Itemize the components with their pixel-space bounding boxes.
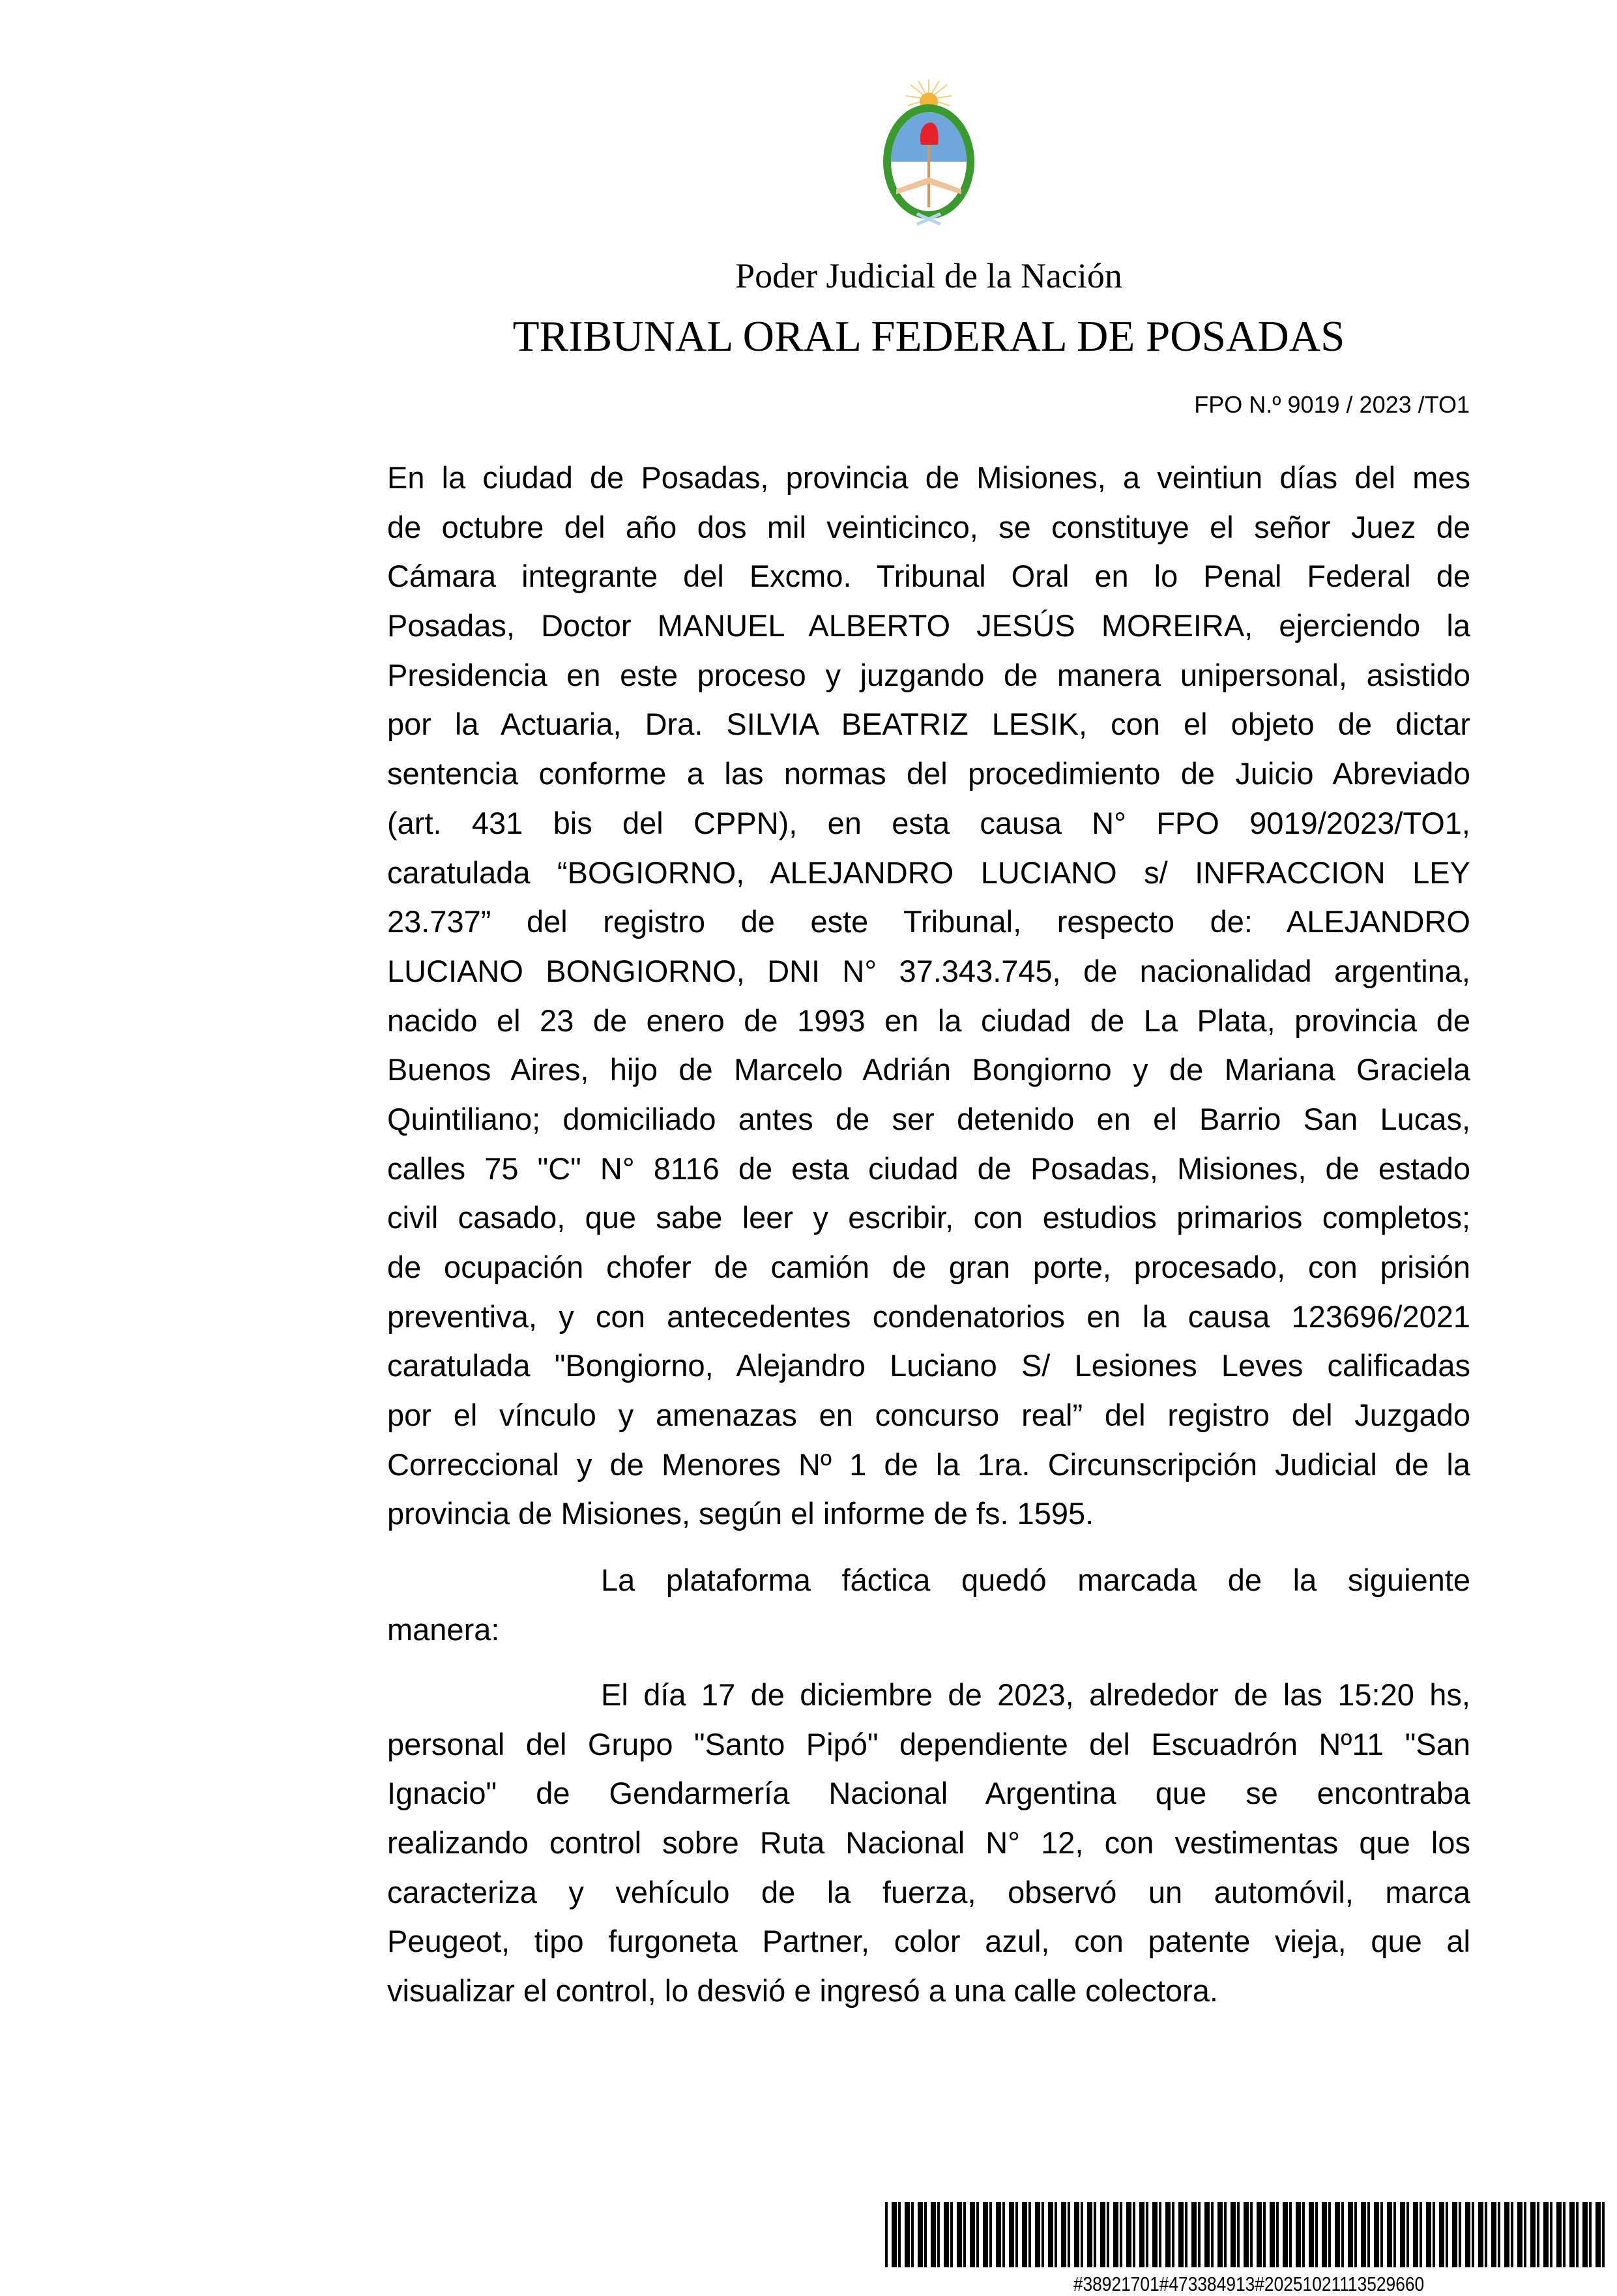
- text-line: civil casado, que sabe leer y escribir, con estudios primarios completos;: [387, 1200, 1470, 1235]
- barcode-bar: [1465, 2202, 1470, 2267]
- barcode-bar: [1283, 2202, 1288, 2267]
- case-reference: FPO N.º 9019 / 2023 /TO1: [1194, 391, 1470, 418]
- barcode-bar: [1048, 2202, 1053, 2267]
- barcode-bar: [1582, 2202, 1588, 2267]
- barcode-bar: [1335, 2202, 1340, 2267]
- barcode-bar: [1322, 2202, 1327, 2267]
- barcode-bar: [1100, 2202, 1105, 2267]
- paragraph-facts-intro: [387, 1555, 1470, 1654]
- barcode-bar: [1257, 2202, 1262, 2267]
- text-line: Cámara integrante del Excmo. Tribunal Oral en lo Penal Federal de: [387, 559, 1470, 594]
- text-line: LUCIANO BONGIORNO, DNI N° 37.343.745, de nacionalidad argentina,: [387, 953, 1470, 988]
- barcode-bar: [1387, 2202, 1392, 2267]
- barcode-bar: [1309, 2202, 1314, 2267]
- barcode-bar: [1074, 2202, 1079, 2267]
- barcode-bar: [918, 2202, 923, 2267]
- barcode-text: #38921701#473384913#20251021113529660: [1073, 2273, 1425, 2295]
- barcode-bar: [1413, 2202, 1418, 2267]
- barcode-bar: [1191, 2202, 1197, 2267]
- text-line: Posadas, Doctor MANUEL ALBERTO JESÚS MOREIRA, ejerciendo la: [387, 608, 1470, 643]
- barcode-bar: [1231, 2202, 1236, 2267]
- barcode-bar: [1361, 2202, 1366, 2267]
- barcode-bar: [1543, 2202, 1549, 2267]
- text-line: La plataforma fáctica quedó marcada de la siguiente: [601, 1563, 1470, 1597]
- paragraph-facts: [387, 1670, 1470, 2016]
- barcode-bar: [1087, 2202, 1092, 2267]
- text-line: provincia de Misiones, según el informe de fs. 1595.: [387, 1496, 1094, 1531]
- barcode-bar: [1009, 2202, 1014, 2267]
- barcode-bar: [983, 2202, 988, 2267]
- text-line: visualizar el control, lo desvió e ingresó a una calle colectora.: [387, 1973, 1218, 2009]
- text-line: (art. 431 bis del CPPN), en esta causa N° FPO 9019/2023/TO1,: [387, 805, 1470, 840]
- barcode-bar: [1426, 2202, 1431, 2267]
- barcode-bar: [1022, 2202, 1027, 2267]
- barcode: [885, 2202, 1612, 2267]
- barcode-bar: [1035, 2202, 1040, 2267]
- barcode-bar: [1504, 2202, 1509, 2267]
- barcode-bar: [1400, 2202, 1405, 2267]
- barcode-bar: [944, 2202, 949, 2267]
- court-name: TRIBUNAL ORAL FEDERAL DE POSADAS: [512, 312, 1345, 361]
- barcode-bar: [1152, 2202, 1158, 2267]
- barcode-bar: [1530, 2202, 1536, 2267]
- barcode-bar: [931, 2202, 936, 2267]
- barcode-bar: [1569, 2202, 1575, 2267]
- text-line: manera:: [387, 1612, 500, 1647]
- barcode-bar: [1605, 2202, 1609, 2267]
- text-line: Ignacio" de Gendarmería Nacional Argentina que se encontraba: [387, 1776, 1470, 1811]
- text-line: En la ciudad de Posadas, provincia de Misiones, a veintiun días del mes: [387, 460, 1470, 495]
- barcode-bar: [1126, 2202, 1131, 2267]
- barcode-bar: [1556, 2202, 1562, 2267]
- barcode-bar: [1217, 2202, 1223, 2267]
- barcode-bar: [1296, 2202, 1301, 2267]
- paragraph-intro: [387, 453, 1470, 1538]
- text-line: realizando control sobre Ruta Nacional N° 12, con vestimentas que los: [387, 1825, 1470, 1861]
- barcode-bar: [1374, 2202, 1379, 2267]
- text-line: Presidencia en este proceso y juzgando de manera unipersonal, asistido: [387, 657, 1470, 692]
- barcode-bar: [1139, 2202, 1144, 2267]
- barcode-bar: [1517, 2202, 1522, 2267]
- barcode-bar: [1165, 2202, 1171, 2267]
- text-line: caratulada “BOGIORNO, ALEJANDRO LUCIANO s/ INFRACCION LEY: [387, 855, 1470, 890]
- text-line: 23.737” del registro de este Tribunal, respecto de: ALEJANDRO: [387, 904, 1470, 939]
- text-line: caratulada "Bongiorno, Alejandro Luciano S/ Lesiones Leves calificadas: [387, 1348, 1470, 1383]
- institution-name: Poder Judicial de la Nación: [735, 256, 1122, 295]
- barcode-bar: [1439, 2202, 1444, 2267]
- text-line: sentencia conforme a las normas del procedimiento de Juicio Abreviado: [387, 756, 1470, 791]
- text-line: por la Actuaria, Dra. SILVIA BEATRIZ LESIK, con el objeto de dictar: [387, 707, 1470, 742]
- barcode-bar: [1178, 2202, 1184, 2267]
- barcode-bar: [970, 2202, 975, 2267]
- barcode-bar: [996, 2202, 1001, 2267]
- barcode-bar: [1491, 2202, 1496, 2267]
- coat-of-arms-logo: [877, 80, 981, 233]
- text-line: de ocupación chofer de camión de gran porte, procesado, con prisión: [387, 1250, 1470, 1284]
- barcode-bar: [905, 2202, 910, 2267]
- barcode-bar: [892, 2202, 897, 2267]
- barcode-bar: [1244, 2202, 1249, 2267]
- text-line: Peugeot, tipo furgoneta Partner, color azul, con patente vieja, que al: [387, 1924, 1470, 1959]
- text-line: Correccional y de Menores Nº 1 de la 1ra. Circunscripción Judicial de la: [387, 1447, 1470, 1482]
- text-line: preventiva, y con antecedentes condenatorios en la causa 123696/2021: [387, 1299, 1470, 1334]
- text-line: Buenos Aires, hijo de Marcelo Adrián Bongiorno y de Mariana Graciela: [387, 1052, 1470, 1087]
- barcode-bar: [957, 2202, 962, 2267]
- text-line: calles 75 "C" N° 8116 de esta ciudad de Posadas, Misiones, de estado: [387, 1151, 1470, 1186]
- barcode-bar: [1478, 2202, 1483, 2267]
- text-line: de octubre del año dos mil veinticinco, se constituye el señor Juez de: [387, 509, 1470, 544]
- barcode-bar: [1452, 2202, 1457, 2267]
- barcode-bar: [1595, 2202, 1601, 2267]
- barcode-bar: [1061, 2202, 1066, 2267]
- barcode-bar: [1270, 2202, 1275, 2267]
- barcode-bar: [1348, 2202, 1353, 2267]
- barcode-bar: [1113, 2202, 1118, 2267]
- text-line: personal del Grupo "Santo Pipó" dependiente del Escuadrón Nº11 "San: [387, 1726, 1470, 1761]
- text-line: El día 17 de diciembre de 2023, alrededor de las 15:20 hs,: [601, 1677, 1470, 1712]
- barcode-bar: [1204, 2202, 1210, 2267]
- text-line: caracteriza y vehículo de la fuerza, observó un automóvil, marca: [387, 1874, 1470, 1909]
- text-line: por el vínculo y amenazas en concurso real” del registro del Juzgado: [387, 1398, 1470, 1433]
- text-line: nacido el 23 de enero de 1993 en la ciudad de La Plata, provincia de: [387, 1003, 1470, 1038]
- text-line: Quintiliano; domiciliado antes de ser detenido en el Barrio San Lucas,: [387, 1101, 1470, 1136]
